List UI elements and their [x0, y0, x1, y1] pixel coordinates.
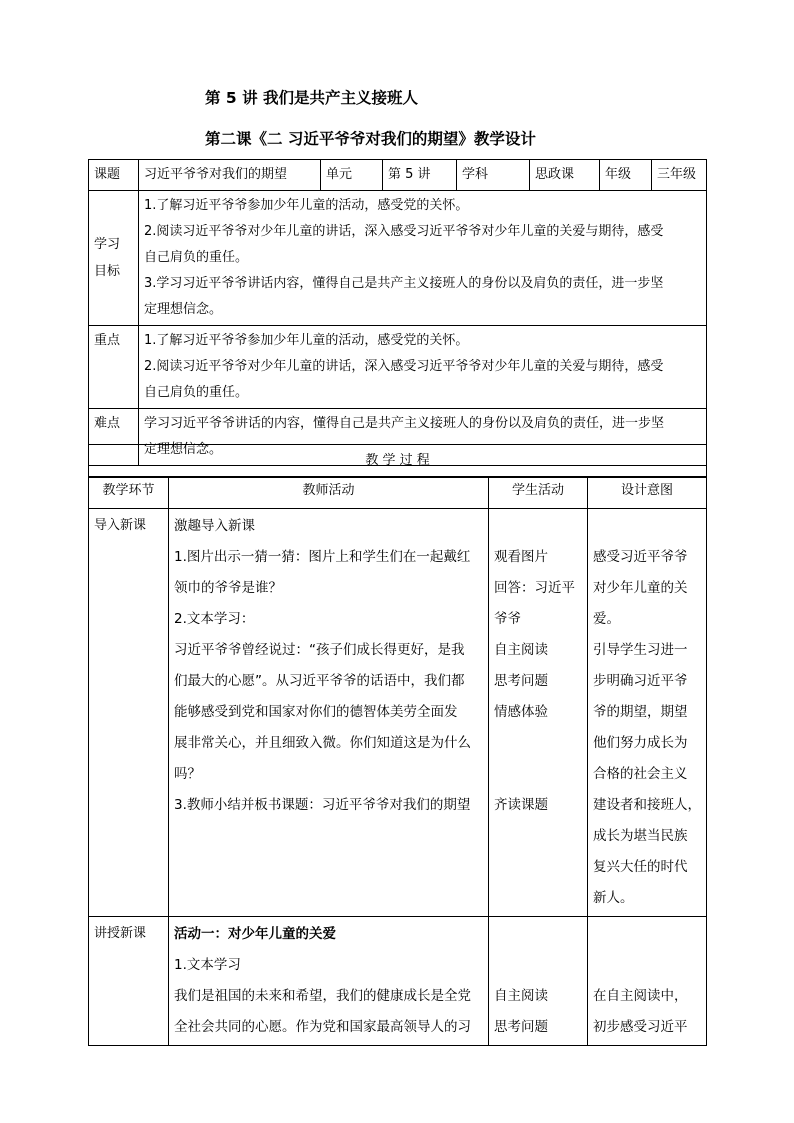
intent-line: 爱。: [593, 611, 620, 627]
difficulty-line: 学习习近平爷爷讲话的内容，懂得自己是共产主义接班人的身份以及肩负的责任，进一步坚: [144, 416, 665, 431]
objectives-label: [89, 191, 139, 326]
objective-line: 2.阅读习近平爷爷对少年儿童的讲话，深入感受习近平爷爷对少年儿童的关爱与期待，感受: [144, 224, 664, 239]
intent-line: 新人。: [593, 890, 634, 906]
stage-intro: 导入新课: [89, 509, 169, 917]
objective-line: 自己肩负的重任。: [144, 250, 249, 265]
teacher-line: 1.图片出示一猜一猜：图片上和学生们在一起戴红: [174, 549, 471, 565]
key-points-content: [139, 326, 707, 409]
student-line: 齐读课题: [494, 797, 548, 813]
intent-line: [593, 511, 701, 542]
lesson-subtitle: 第二课《二 习近平爷爷对我们的期望》教学设计: [205, 130, 536, 148]
student-line: 回答：习近平: [494, 580, 575, 596]
intent-line: [593, 919, 701, 950]
key-point-line: 1.了解习近平爷爷参加少年儿童的活动，感受党的关怀。: [144, 333, 469, 348]
objective-line: 3.学习习近平爷爷讲话内容，懂得自己是共产主义接班人的身份以及肩负的责任，进一步坚: [144, 276, 664, 291]
student-line: 思考问题: [494, 673, 548, 689]
objective-line: 1.了解习近平爷爷参加少年儿童的活动，感受党的关怀。: [144, 198, 469, 213]
design-intent-intro: [588, 509, 707, 917]
nianji-value: 三年级: [652, 160, 707, 191]
teacher-activity-intro: [169, 509, 489, 917]
intent-line: 对少年儿童的关: [593, 580, 688, 596]
activity-one-heading: 活动一：对少年儿童的关爱: [174, 926, 336, 942]
teacher-activity-new: [169, 917, 489, 1046]
teacher-line: 1.文本学习: [174, 957, 241, 973]
info-table: [88, 159, 707, 466]
intent-line: 合格的社会主义: [593, 766, 688, 782]
design-intent-new: [588, 917, 707, 1046]
process-grid: [88, 476, 707, 1046]
lesson-title: 第 5 讲 我们是共产主义接班人: [205, 89, 418, 107]
teacher-line: 习近平爷爷曾经说过：“孩子们成长得更好，是我: [174, 642, 465, 658]
teacher-line: 们最大的心愿”。从习近平爷爷的话语中，我们都: [174, 673, 465, 689]
teacher-line: 展非常关心，并且细致入微。你们知道这是为什么: [174, 735, 471, 751]
student-line: 观看图片: [494, 549, 548, 565]
intent-line: [593, 950, 701, 981]
teacher-line: 吗？: [174, 766, 201, 782]
objectives-content: [139, 191, 707, 326]
key-point-line: 2.阅读习近平爷爷对少年儿童的讲话，深入感受习近平爷爷对少年儿童的关爱与期待，感受: [144, 359, 664, 374]
process-heading: 教 学 过 程: [89, 445, 707, 478]
difficulties-label: 难点: [89, 409, 139, 466]
student-line: [494, 919, 582, 950]
student-line: [494, 511, 582, 542]
student-line: [494, 728, 582, 759]
teacher-line: 激趣导入新课: [174, 518, 255, 534]
xueke-value: 思政课: [530, 160, 600, 191]
student-line: 思考问题: [494, 1019, 548, 1035]
intent-line: 爷的期望，期望: [593, 704, 688, 720]
key-point-line: 自己肩负的重任。: [144, 385, 249, 400]
col-stage-header: 教学环节: [89, 477, 169, 509]
intent-line: 在自主阅读中，: [593, 988, 688, 1004]
student-activity-intro: [489, 509, 588, 917]
objectives-label-line2: 目标: [94, 264, 121, 279]
intent-line: 成长为堪当民族: [593, 828, 688, 844]
student-line: 情感体验: [494, 704, 548, 720]
intent-line: 复兴大任的时代: [593, 859, 688, 875]
student-line: 爷爷: [494, 611, 521, 627]
key-points-label: 重点: [89, 326, 139, 409]
col-intent-header: 设计意图: [588, 477, 707, 509]
teacher-line: 领巾的爷爷是谁？: [174, 580, 282, 596]
teacher-line: 全社会共同的心愿。作为党和国家最高领导人的习: [174, 1019, 471, 1035]
intent-line: 引导学生习进一: [593, 642, 688, 658]
intent-line: 他们努力成长为: [593, 735, 688, 751]
teacher-line: 3.教师小结并板书课题：习近平爷爷对我们的期望: [174, 797, 471, 813]
col-teacher-header: 教师活动: [169, 477, 489, 509]
objectives-label-line1: 学习: [94, 237, 121, 252]
intent-line: 初步感受习近平: [593, 1019, 688, 1035]
teacher-line: 2.文本学习：: [174, 611, 255, 627]
student-line: [494, 950, 582, 981]
col-student-header: 学生活动: [489, 477, 588, 509]
teacher-line: 我们是祖国的未来和希望，我们的健康成长是全党: [174, 988, 471, 1004]
danyuan-label: 单元: [321, 160, 383, 191]
student-line: [494, 759, 582, 790]
process-table: [88, 444, 707, 478]
keti-value: 习近平爷爷对我们的期望: [139, 160, 321, 191]
stage-new-lesson: 讲授新课: [89, 917, 169, 1046]
student-activity-new: [489, 917, 588, 1046]
difficulty-line: 定理想信念。: [144, 442, 223, 457]
keti-label: 课题: [89, 160, 139, 191]
xueke-label: 学科: [457, 160, 530, 191]
danyuan-value: 第 5 讲: [383, 160, 457, 191]
teacher-line: 能够感受到党和国家对你们的德智体美劳全面发: [174, 704, 458, 720]
intent-line: 建设者和接班人，: [593, 797, 701, 813]
intent-line: 步明确习近平爷: [593, 673, 688, 689]
student-line: 自主阅读: [494, 988, 548, 1004]
nianji-label: 年级: [600, 160, 652, 191]
intent-line: 感受习近平爷爷: [593, 549, 688, 565]
student-line: 自主阅读: [494, 642, 548, 658]
objective-line: 定理想信念。: [144, 302, 223, 317]
